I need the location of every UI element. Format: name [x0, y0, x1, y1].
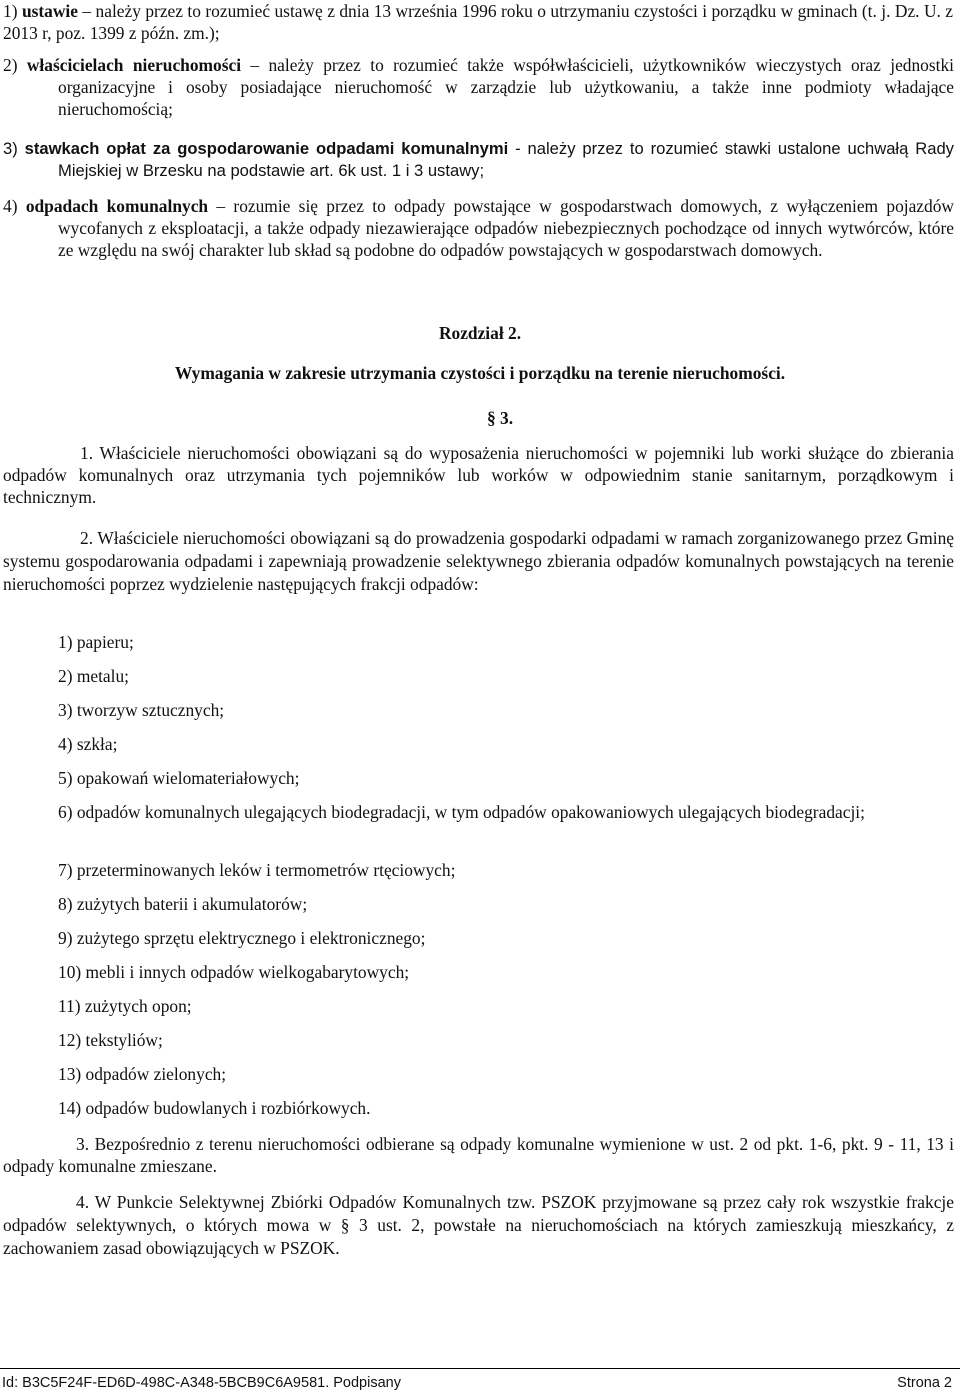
definition-number: 3)	[3, 139, 18, 158]
chapter-title: Rozdział 2.	[438, 323, 522, 343]
fraction-item	[58, 801, 954, 823]
chapter-subtitle: Wymagania w zakresie utrzymania czystości i porządku na terenie nieruchomości.	[174, 363, 786, 383]
fraction-item: 14) odpadów budowlanych i rozbiórkowych.	[58, 1098, 371, 1118]
definition-term: odpadach komunalnych	[25, 196, 209, 216]
fraction-item: 9) zużytego sprzętu elektrycznego i elektronicznego;	[58, 928, 426, 948]
paragraph-3	[3, 1133, 954, 1177]
fraction-item: 4) szkła;	[58, 734, 118, 754]
fraction-item: 2) metalu;	[58, 666, 129, 686]
paragraph-4-text: 4. W Punkcie Selektywnej Zbiórki Odpadów Komunalnych tzw. PSZOK przyjmowane są przez cały rok wszystkie frakcje odpadów selektywnych, o których mowa w § 3 ust. 2, powstałe na nieruchomościach na których zamieszkują mieszkańcy, z zachowaniem zasad obowiązujących w PSZOK.	[3, 1192, 954, 1258]
definition-term: ustawie	[21, 1, 78, 21]
page-footer	[0, 1368, 960, 1392]
definition-text: – należy przez to rozumieć także współwłaścicieli, użytkowników wieczystych oraz jednostki organizacyjne i osoby posiadające nieruchomość w zarządzie lub użytkowaniu, a także inne podmioty władające nieruchomością;	[58, 55, 954, 119]
definition-number: 1)	[3, 1, 18, 21]
fraction-item: 12) tekstyliów;	[58, 1030, 163, 1050]
fraction-item: 1) papieru;	[58, 632, 134, 652]
paragraph-4	[3, 1191, 954, 1260]
page-number: Strona 2	[897, 1375, 952, 1391]
fraction-item: 3) tworzyw sztucznych;	[58, 700, 225, 720]
definition-number: 2)	[3, 55, 18, 75]
definition-text: - należy przez to rozumieć stawki ustalone uchwałą Rady Miejskiej w Brzesku na podstawie art. 6k ust. 1 i 3 ustawy;	[58, 139, 954, 180]
definition-number: 4)	[3, 196, 18, 216]
paragraph-3-text: 3. Bezpośrednio z terenu nieruchomości odbierane są odpady komunalne wymienione w ust. 2 od pkt. 1-6, pkt. 9 - 11, 13 i odpady komunalne zmieszane.	[3, 1134, 954, 1176]
definition-term: właścicielach nieruchomości	[26, 55, 242, 75]
section-number: § 3.	[486, 408, 514, 428]
paragraph-1	[3, 442, 954, 508]
paragraph-2-text: 2. Właściciele nieruchomości obowiązani są do prowadzenia gospodarki odpadami w ramach zorganizowanego przez Gminę systemu gospodarowania odpadami i zapewniają prowadzenie selektywnego zbierania odpadów komunalnych powstających na terenie nieruchomości poprzez wydzielenie następujących frakcji odpadów:	[3, 528, 954, 594]
paragraph-1-text: 1. Właściciele nieruchomości obowiązani są do wyposażenia nieruchomości w pojemniki lub worki służące do zbierania odpadów komunalnych oraz utrzymania tych pojemników lub worków w odpowiednim stanie sanitarnym, porządkowym i technicznym.	[3, 443, 954, 507]
fraction-item: 10) mebli i innych odpadów wielkogabarytowych;	[58, 962, 410, 982]
fraction-item: 13) odpadów zielonych;	[58, 1064, 227, 1084]
definition-4	[3, 195, 954, 261]
definition-2	[3, 54, 954, 120]
definition-term: stawkach opłat za gospodarowanie odpadami komunalnymi	[24, 139, 509, 158]
definition-3	[3, 138, 954, 182]
fraction-item: 11) zużytych opon;	[58, 996, 192, 1016]
fraction-item: 5) opakowań wielomateriałowych;	[58, 768, 300, 788]
document-id: Id: B3C5F24F-ED6D-498C-A348-5BCB9C6A9581. Podpisany	[2, 1375, 401, 1391]
definition-text: – należy przez to rozumieć ustawę z dnia 13 września 1996 roku o utrzymaniu czystości i porządku w gminach (t. j. Dz. U. z 2013 r, poz. 1399 z późn. zm.);	[3, 1, 953, 43]
paragraph-2	[3, 527, 954, 596]
definition-text: – rozumie się przez to odpady powstające w gospodarstwach domowych, z wyłączeniem pojazdów wycofanych z eksploatacji, a także odpady niezawierające odpadów niebezpiecznych pochodzące od innych wytwórców, które ze względu na swój charakter lub skład są podobne do odpadów powstających w gospodarstwach domowych.	[58, 196, 954, 260]
definition-1	[3, 0, 953, 44]
fraction-item: 8) zużytych baterii i akumulatorów;	[58, 894, 308, 914]
fraction-item: 7) przeterminowanych leków i termometrów rtęciowych;	[58, 860, 456, 880]
fraction-item-text: 6) odpadów komunalnych ulegających biodegradacji, w tym odpadów opakowaniowych ulegających biodegradacji;	[58, 802, 865, 822]
